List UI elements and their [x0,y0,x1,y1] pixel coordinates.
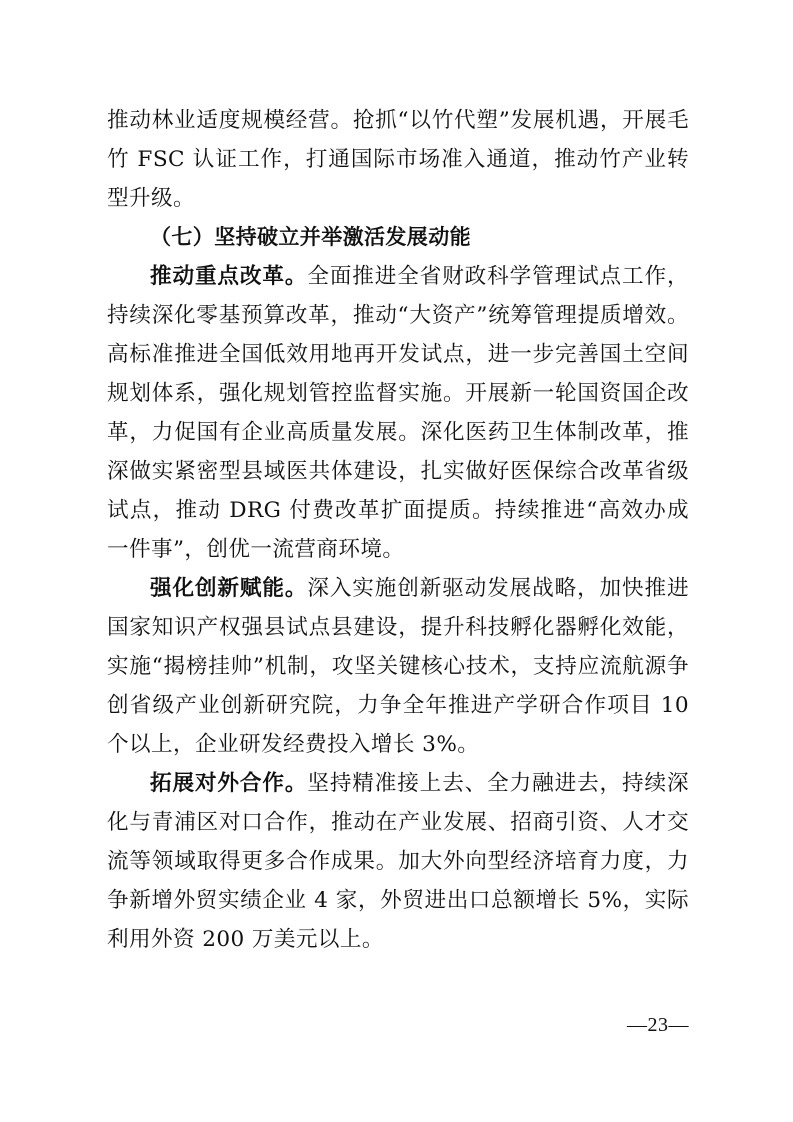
page-number: —23— [627,1014,689,1036]
body-text [107,101,689,959]
paragraph-lead: 拓展对外合作。 [150,771,308,796]
paragraph-cooperation [107,764,689,959]
paragraph-innovation [107,569,689,764]
paragraph-lead: 强化创新赋能。 [150,576,308,601]
paragraph-reform [107,257,689,569]
paragraph-lead: 推动重点改革。 [150,264,308,289]
paragraph-body: 坚持精准接上去、全力融进去，持续深化与青浦区对口合作，推动在产业发展、招商引资、人才交流等领域取得更多合作成果。加大外向型经济培育力度，力争新增外贸实绩企业 4 家，外贸进出口总额增长 5%，实际利用外资 200 万美元以上。 [107,771,689,952]
paragraph-body: 深入实施创新驱动发展战略，加快推进国家知识产权强县试点县建设，提升科技孵化器孵化效能，实施“揭榜挂帅”机制，攻坚关键核心技术，支持应流航源争创省级产业创新研究院，力争全年推进产学研合作项目 10 个以上，企业研发经费投入增长 3%。 [107,576,689,757]
section-heading: （七）坚持破立并举激活发展动能 [150,225,471,249]
paragraph-body: 全面推进全省财政科学管理试点工作，持续深化零基预算改革，推动“大资产”统筹管理提质增效。高标准推进全国低效用地再开发试点，进一步完善国土空间规划体系，强化规划管控监督实施。开展新一轮国资国企改革，力促国有企业高质量发展。深化医药卫生体制改革，推深做实紧密型县域医共体建设，扎实做好医保综合改革省级试点，推动 DRG 付费改革扩面提质。持续推进“高效办成一件事”，创优一流营商环境。 [107,264,689,562]
continuation-paragraph: 推动林业适度规模经营。抢抓“以竹代塑”发展机遇，开展毛竹 FSC 认证工作，打通国际市场准入通道，推动竹产业转型升级。 [107,108,689,211]
